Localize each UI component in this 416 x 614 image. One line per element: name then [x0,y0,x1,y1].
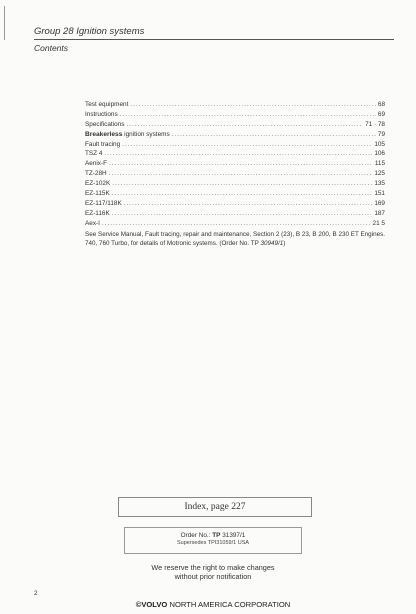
toc-entry [85,110,385,120]
page-header [34,26,394,53]
dot-leader [109,159,373,169]
supersedes-line: Supersedes TPI31059/1 USA [176,540,250,546]
order-line [125,532,301,539]
margin-rule [4,6,5,40]
toc-entry-title: Instructions [85,110,118,118]
toc-entry-title: EZ-102K [85,180,111,188]
toc-entry [85,159,385,169]
dot-leader [130,100,376,110]
motronic-note [85,230,385,249]
footer-brand: ©VOLVO [135,600,168,609]
toc-entry-title: TZ-28H [85,170,107,178]
dot-leader [109,169,373,179]
toc-entry-page: 115 [374,160,385,168]
note-text: See Service Manual, Fault tracing, repair and maintenance, Section 2 (23), B 23, B 200, B 230 ET Engines. 740, 760 Turbo, for details of Motronic systems. (Order No. TP [85,230,385,248]
toc-entry-page: 187 [374,209,385,217]
toc-entry-title: EZ-115K [85,190,110,198]
toc-entry-title: Test equipment [85,101,129,108]
toc-entry-prefix: Breakerless [85,130,123,138]
dot-leader [112,189,373,199]
order-number: 31397/1 [220,532,246,539]
toc-entry-page: 151 [374,190,385,198]
toc-entry-page: 135 [374,180,385,188]
dot-leader [124,199,373,209]
order-prefix: TP [212,532,221,539]
toc-entry [85,120,385,130]
page-number: 2 [34,590,38,597]
dot-leader [102,219,371,229]
toc-entry [85,219,385,229]
toc-entry [85,130,385,140]
toc-entry-page: 79 [377,130,385,138]
footer [100,600,326,609]
toc-entry [85,199,385,209]
toc-entry-title: EZ-117/118K [85,199,122,207]
dot-leader [122,140,372,150]
toc-entry-title: TSZ 4 [85,150,103,158]
reserve-notice [108,563,318,581]
toc-entry-title: ignition systems [122,130,170,138]
toc-entry [85,100,385,110]
note-closing: ) [283,240,286,248]
toc-entry-title: EZ-116K [85,209,110,217]
dot-leader [112,209,373,219]
page-subtitle: Contents [34,43,69,53]
table-of-contents [85,100,385,249]
index-label: Index, page 227 [184,502,246,512]
toc-entry [85,149,385,159]
dot-leader [112,179,372,189]
toc-entry-page: 106 [374,150,385,158]
reserve-line-2: without prior notification [174,572,252,581]
note-order-number: 30949/1 [260,240,284,248]
toc-entry-page: 125 [374,170,385,178]
toc-entry-page: 69 [377,110,385,118]
toc-entry [85,169,385,179]
toc-entry-title: Aenix-F [85,160,108,168]
dot-leader [126,120,363,130]
toc-entry-page: 71 · 78 [365,120,385,128]
footer-company: NORTH AMERICA CORPORATION [167,600,291,609]
toc-entry [85,189,385,199]
toc-entry-page: 169 [374,199,385,207]
toc-entry-page: 68 [377,101,385,108]
toc-entry-page: 21 5 [372,219,385,227]
dot-leader [104,149,372,159]
toc-entry-title: Specifications [85,120,125,128]
toc-entry-title: Fault tracing [85,140,121,148]
index-box [118,497,312,517]
dot-leader [120,110,376,120]
toc-entry-title: Aex-I [85,219,100,227]
order-label: Order No.: [180,532,213,539]
section-title: Group 28 Ignition systems [34,26,394,40]
reserve-line-1: We reserve the right to make changes [151,563,275,572]
order-box [124,527,302,554]
dot-leader [172,130,376,140]
toc-entry [85,209,385,219]
toc-entry [85,140,385,150]
toc-entry [85,179,385,189]
toc-entry-page: 105 [374,140,385,148]
